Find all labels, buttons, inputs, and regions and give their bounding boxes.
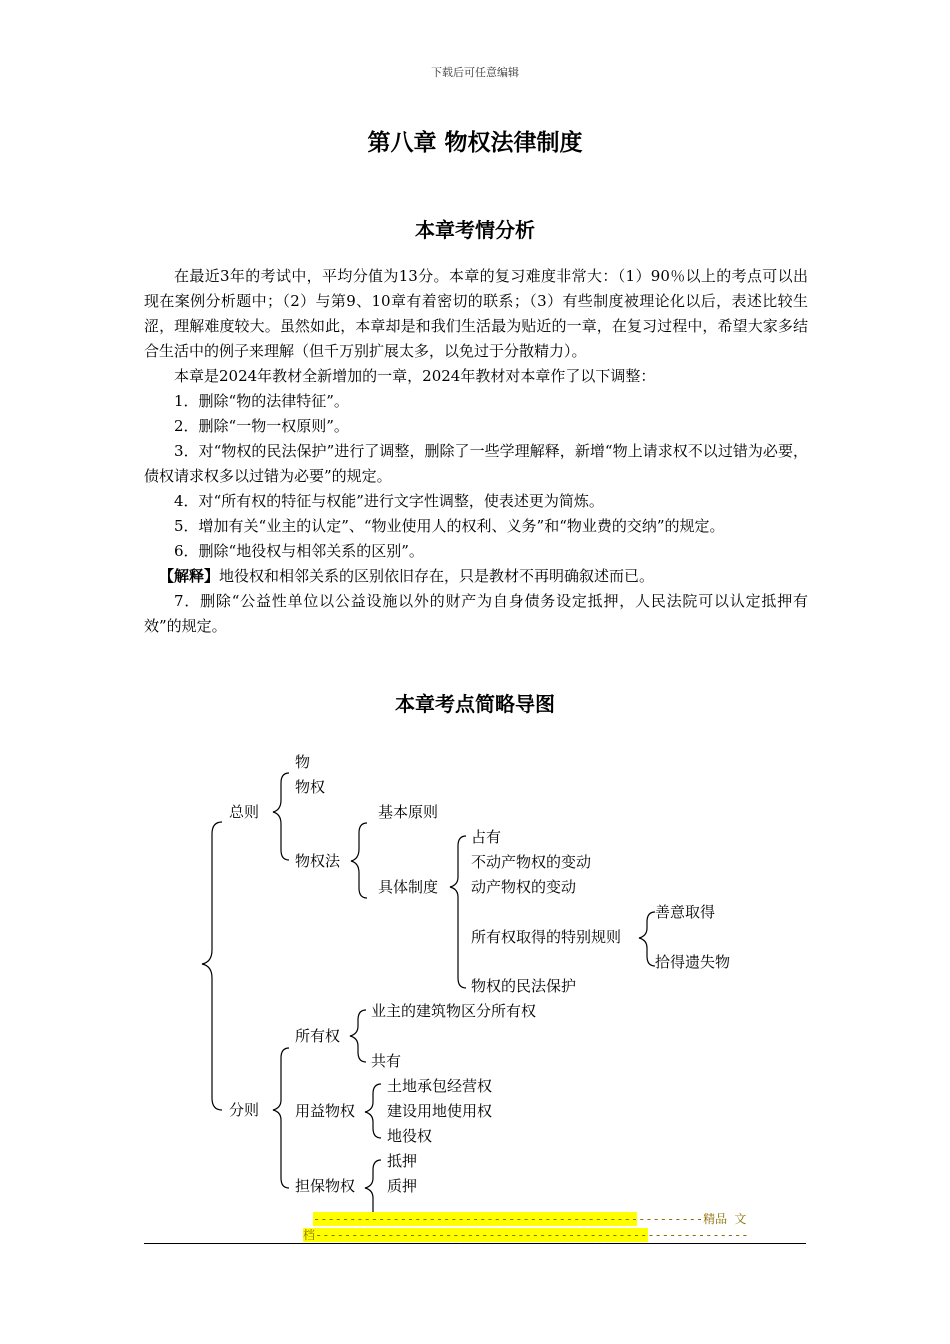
- footer-highlight-line: 档------------------------------------------------------------: [303, 1228, 749, 1242]
- paragraph: 1．删除“物的法律特征”。: [174, 392, 349, 410]
- paragraph: 6．删除“地役权与相邻关系的区别”。: [174, 542, 424, 560]
- node-shanyi: 善意取得: [655, 903, 716, 921]
- header-note: 下载后可任意编辑: [431, 66, 519, 79]
- explain-text: 地役权和相邻关系的区别依旧存在，只是教材不再明确叙述而已。: [219, 567, 655, 585]
- node-zhiya: 质押: [387, 1177, 418, 1195]
- paragraph: 在最近3年的考试中，平均分值为13分。本章的复习难度非常大：（1）90％以上的考点可以出现在案例分析题中；（2）与第9、10章有着密切的联系；（3）有些制度被理论化以后，表述比较生涩，理解难度较大。虽然如此，本章却是和我们生活最为贴近的一章，在复习过程中，希望大家多结合生活中的例子来理解（但千万别扩展太多，以免过于分散精力）。: [144, 267, 808, 360]
- node-baohu: 物权的民法保护: [471, 977, 577, 995]
- node-wu: 物: [295, 753, 311, 771]
- brace-juti: [450, 836, 466, 988]
- brace-fenze: [273, 1048, 289, 1188]
- analysis-title: 本章考情分析: [415, 218, 535, 242]
- paragraph: 4．对“所有权的特征与权能”进行文字性调整，使表述更为简炼。: [174, 492, 604, 510]
- node-danbao: 担保物权: [295, 1177, 356, 1195]
- node-dongchan: 动产物权的变动: [471, 878, 577, 896]
- node-diya: 抵押: [387, 1152, 418, 1170]
- node-wuquanfa: 物权法: [295, 852, 341, 870]
- paragraph: 5．增加有关“业主的认定”、“物业使用人的权利、义务”和“物业费的交纳”的规定。: [174, 517, 725, 535]
- brace-danbao: [365, 1160, 381, 1220]
- brace-yongyi: [365, 1084, 381, 1138]
- brace-suoyouquan: [350, 1010, 366, 1062]
- brace-wuquanfa: [351, 823, 367, 898]
- node-yongyi: 用益物权: [295, 1102, 356, 1120]
- node-tudi: 土地承包经营权: [387, 1077, 493, 1095]
- footer-rule: [144, 1243, 806, 1244]
- map-title: 本章考点简略导图: [395, 692, 555, 716]
- node-jianshe: 建设用地使用权: [387, 1102, 493, 1120]
- paragraph: 本章是2024年教材全新增加的一章，2024年教材对本章作了以下调整：: [174, 367, 656, 385]
- node-wuquan: 物权: [295, 778, 326, 796]
- paragraph: 2．删除“一物一权原则”。: [174, 417, 349, 435]
- brace-root: [202, 822, 222, 1110]
- node-diyi: 地役权: [387, 1127, 433, 1145]
- node-fenze: 分则: [229, 1101, 260, 1119]
- node-gongyou: 共有: [371, 1052, 402, 1070]
- footer-highlight-line: ------------------------------------------------------精品 文: [313, 1212, 747, 1226]
- node-zongze: 总则: [229, 803, 260, 821]
- paragraph: 7．删除“公益性单位以公益设施以外的财产为自身债务设定抵押，人民法院可以认定抵押有效”的规定。: [144, 592, 808, 635]
- node-jiben: 基本原则: [378, 803, 439, 821]
- node-juti: 具体制度: [378, 878, 439, 896]
- paragraph: 3．对“物权的民法保护”进行了调整，删除了一些学理解释，新增“物上请求权不以过错为必要，债权请求权多以过错为必要”的规定。: [144, 442, 808, 485]
- node-suoyouquan: 所有权: [295, 1027, 341, 1045]
- chapter-title: 第八章 物权法律制度: [367, 130, 583, 156]
- node-yezhu: 业主的建筑物区分所有权: [371, 1002, 537, 1020]
- explain-tag: 【解释】: [159, 567, 220, 585]
- brace-zongze: [273, 773, 289, 860]
- brace-teshu: [639, 912, 655, 966]
- node-budongchan: 不动产物权的变动: [471, 853, 592, 871]
- node-shide: 拾得遗失物: [655, 953, 731, 971]
- node-zhanyou: 占有: [471, 828, 502, 846]
- node-teshu: 所有权取得的特别规则: [471, 928, 622, 946]
